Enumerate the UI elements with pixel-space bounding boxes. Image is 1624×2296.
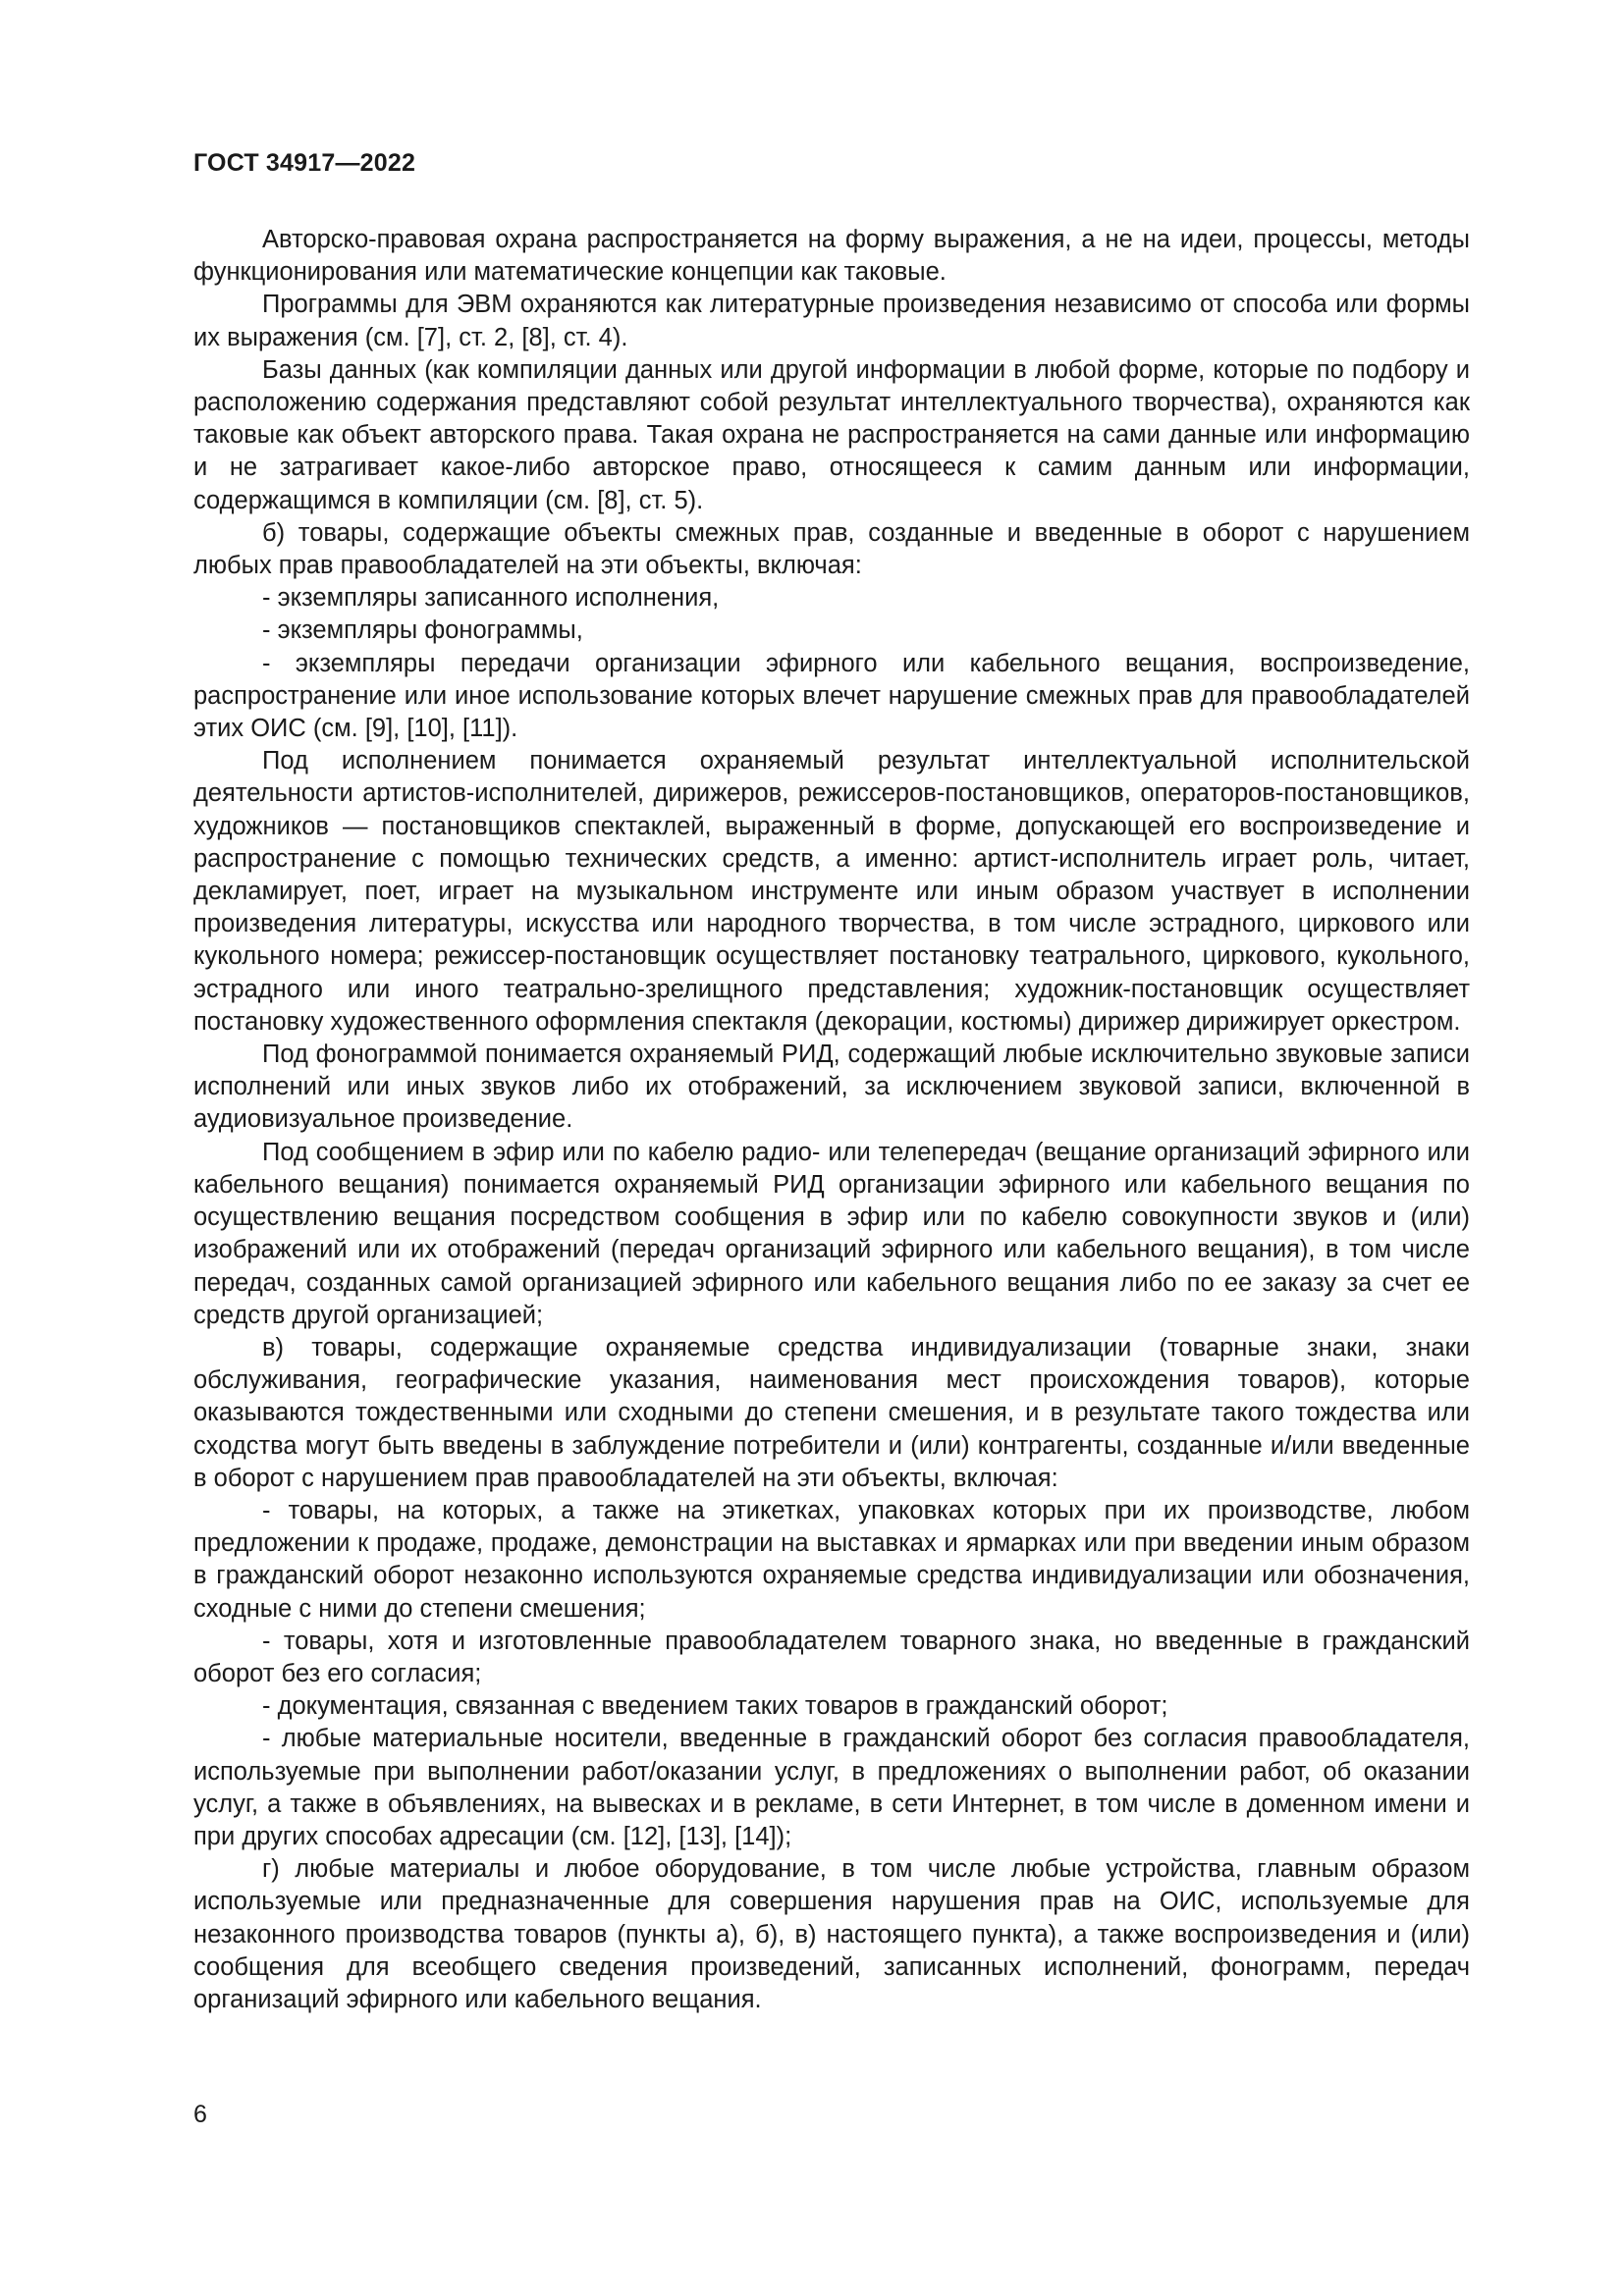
- paragraph: Базы данных (как компиляции данных или другой информации в любой форме, которые по подбору и расположению содержания представляют собой результат интеллектуального творчества), охраняются как таковые как объект авторского права. Такая охрана не распространяется на сами данные или информацию и не затрагивает какое-либо авторское право, относящееся к самим данным или информации, содержащимся в компиляции (см. [8], ст. 5).: [193, 355, 1470, 514]
- list-item: - экземпляры записанного исполнения,: [262, 584, 720, 613]
- list-item: - любые материальные носители, введенные в гражданский оборот без согласия правообладателя, используемые при выполнении работ/оказании услуг, в предложениях о выполнении работ, об оказании услуг, а также в объявлениях, на вывесках и в рекламе, в сети Интернет, в том числе в доменном имени и при других способах адресации (см. [12], [13], [14]);: [193, 1725, 1470, 1850]
- list-item: - экземпляры передачи организации эфирного или кабельного вещания, воспроизведение, распространение или иное использование которых влечет нарушение смежных прав для правообладателей этих ОИС (см. [9], [10], [11]).: [193, 649, 1470, 743]
- page-number: 6: [193, 2101, 207, 2128]
- paragraph: в) товары, содержащие охраняемые средства индивидуализации (товарные знаки, знаки обслуживания, географические указания, наименования мест происхождения товаров), которые оказываются тождественными или сходными до степени смешения, и в результате такого тождества или сходства могут быть введены в заблуждение потребители и (или) контрагенты, созданные и/или введенные в оборот с нарушением прав правообладателей на эти объекты, включая:: [193, 1333, 1470, 1492]
- list-item: - товары, на которых, а также на этикетках, упаковках которых при их производстве, любом предложении к продаже, продаже, демонстрации на выставках и ярмарках или при введении иным образом в гражданский оборот незаконно используются охраняемые средства индивидуализации или обозначения, сходные с ними до степени смешения;: [193, 1496, 1470, 1623]
- list-item: - товары, хотя и изготовленные правообладателем товарного знака, но введенные в гражданский оборот без его согласия;: [193, 1627, 1470, 1687]
- paragraph: Под сообщением в эфир или по кабелю радио- или телепередач (вещание организаций эфирного или кабельного вещания) понимается охраняемый РИД организации эфирного или кабельного вещания по осуществлению вещания посредством сообщения в эфир или по кабелю совокупности звуков и (или) изображений или их отображений (передач организаций эфирного или кабельного вещания), в том числе передач, созданных самой организацией эфирного или кабельного вещания либо по ее заказу за счет ее средств другой организацией;: [193, 1138, 1470, 1329]
- paragraph: Под исполнением понимается охраняемый результат интеллектуальной исполнительской деятельности артистов-исполнителей, дирижеров, режиссеров-постановщиков, операторов-постановщиков, художников — постановщиков спектаклей, выраженный в форме, допускающей его воспроизведение и распространение с помощью технических средств, а именно: артист-исполнитель играет роль, читает, декламирует, поет, играет на музыкальном инструменте или иным образом участвует в исполнении произведения литературы, искусства или народного творчества, в том числе эстрадного, циркового или кукольного номера; режиссер-постановщик осуществляет постановку театрального, циркового, кукольного, эстрадного или иного театрально-зрелищного представления; художник-постановщик осуществляет постановку художественного оформления спектакля (декорации, костюмы) дирижер дирижирует оркестром.: [193, 747, 1470, 1036]
- paragraph: б) товары, содержащие объекты смежных прав, созданные и введенные в оборот с нарушением любых прав правообладателей на эти объекты, включая:: [193, 518, 1470, 580]
- paragraph: Под фонограммой понимается охраняемый РИД, содержащий любые исключительно звуковые записи исполнений или иных звуков либо их отображений, за исключением звуковой записи, включенной в аудиовизуальное произведение.: [193, 1041, 1470, 1134]
- list-item: - экземпляры фонограммы,: [262, 616, 583, 645]
- list-item: - документация, связанная с введением таких товаров в гражданский оборот;: [262, 1692, 1168, 1721]
- paragraph: Программы для ЭВМ охраняются как литературные произведения независимо от способа или формы их выражения (см. [7], ст. 2, [8], ст. 4).: [193, 291, 1470, 351]
- document-body: [193, 224, 1470, 2016]
- paragraph: г) любые материалы и любое оборудование, в том числе любые устройства, главным образом используемые или предназначенные для совершения нарушения прав на ОИС, используемые для незаконного производства товаров (пункты а), б), в) настоящего пункта), а также воспроизведения и (или) сообщения для всеобщего сведения произведений, записанных исполнений, фонограмм, передач организаций эфирного или кабельного вещания.: [193, 1855, 1470, 2013]
- document-header: ГОСТ 34917—2022: [193, 149, 416, 177]
- paragraph: Авторско-правовая охрана распространяется на форму выражения, а не на идеи, процессы, методы функционирования или математические концепции как таковые.: [193, 226, 1470, 287]
